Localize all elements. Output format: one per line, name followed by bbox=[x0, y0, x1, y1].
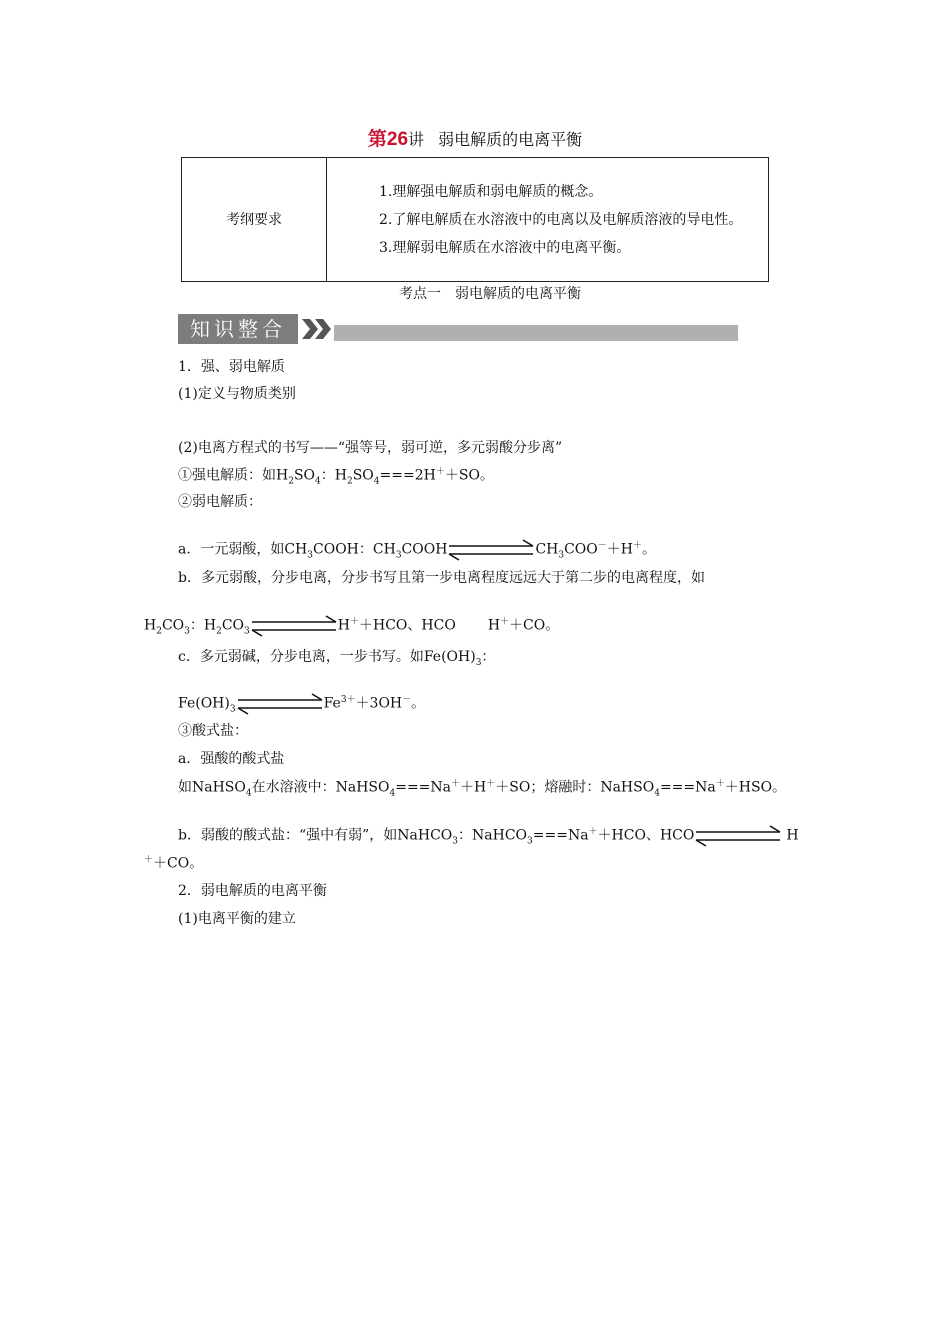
equilibrium-arrow-icon bbox=[236, 693, 324, 715]
monoprotic-acid-line: a．一元弱酸，如$CH_3COOH$：$CH_3COOH$ $CH_3COO^-+H^+$。 bbox=[178, 538, 656, 561]
requirements-label: 考纲要求 bbox=[182, 158, 327, 282]
requirement-item: 1.理解强电解质和弱电解质的概念。 bbox=[379, 183, 603, 200]
requirements-table bbox=[181, 157, 769, 282]
banner-bar bbox=[334, 325, 738, 341]
subsection-1-2: (2)电离方程式的书写——“强等号，弱可逆，多元弱酸分步离” bbox=[178, 440, 563, 456]
section-2-heading: 2．弱电解质的电离平衡 bbox=[178, 883, 327, 899]
carbonic-acid-line: $H_2CO_3$：$H_2CO_3$ H＋＋HCO、HCO H＋＋CO。 bbox=[144, 614, 559, 637]
iron-hydroxide-line: $Fe(OH)_3$ $Fe^{3+}+3OH^-$。 bbox=[178, 692, 425, 715]
subsection-2-1: (1)电离平衡的建立 bbox=[178, 911, 296, 927]
lecture-word: 讲 bbox=[408, 130, 425, 149]
lecture-topic: 弱电解质的电离平衡 bbox=[438, 130, 583, 149]
weak-electrolyte-line: ②弱电解质： bbox=[178, 494, 262, 510]
double-chevron-icon bbox=[300, 316, 334, 342]
lecture-title bbox=[0, 124, 950, 151]
requirement-item: 2.了解电解质在水溶液中的电离以及电解质溶液的导电性。 bbox=[379, 211, 743, 228]
subsection-1-1: (1)定义与物质类别 bbox=[178, 386, 296, 402]
equilibrium-arrow-icon bbox=[250, 615, 338, 637]
requirements-content bbox=[327, 158, 769, 282]
requirement-item: 3.理解弱电解质在水溶液中的电离平衡。 bbox=[379, 239, 631, 256]
section-heading: 考点一 弱电解质的电离平衡 bbox=[399, 286, 581, 302]
lecture-number: 第26 bbox=[367, 129, 409, 150]
strong-acid-salt-heading: a．强酸的酸式盐 bbox=[178, 751, 285, 767]
knowledge-banner bbox=[178, 314, 738, 344]
strong-electrolyte-line: ①强电解质：如$H_2SO_4$：$H_2SO_4===2H^++SO$。 bbox=[178, 467, 494, 487]
banner-label: 知识整合 bbox=[178, 314, 298, 344]
polyprotic-acid-line: b．多元弱酸，分步电离，分步书写且第一步电离程度远远大于第二步的电离程度，如 bbox=[178, 570, 705, 586]
weak-acid-salt-line: b．弱酸的酸式盐：“强中有弱”，如NaHCO$_3$：NaHCO$_3$===Na＋＋HCO、HCO H bbox=[178, 824, 799, 847]
nahso4-line: 如NaHSO$_4$在水溶液中：NaHSO$_4$===Na＋＋H＋＋SO；熔融时：NaHSO$_4$===Na＋＋HSO。 bbox=[178, 779, 787, 799]
polybasic-base-line: c．多元弱碱，分步电离，一步书写。如$Fe(OH)_3$： bbox=[178, 649, 496, 668]
section-1-heading: 1．强、弱电解质 bbox=[178, 359, 285, 375]
acid-salt-heading: ③酸式盐： bbox=[178, 723, 248, 739]
equilibrium-arrow-icon bbox=[447, 539, 535, 561]
equilibrium-arrow-icon bbox=[694, 825, 782, 847]
weak-acid-salt-line-cont: ＋＋CO。 bbox=[144, 855, 204, 872]
